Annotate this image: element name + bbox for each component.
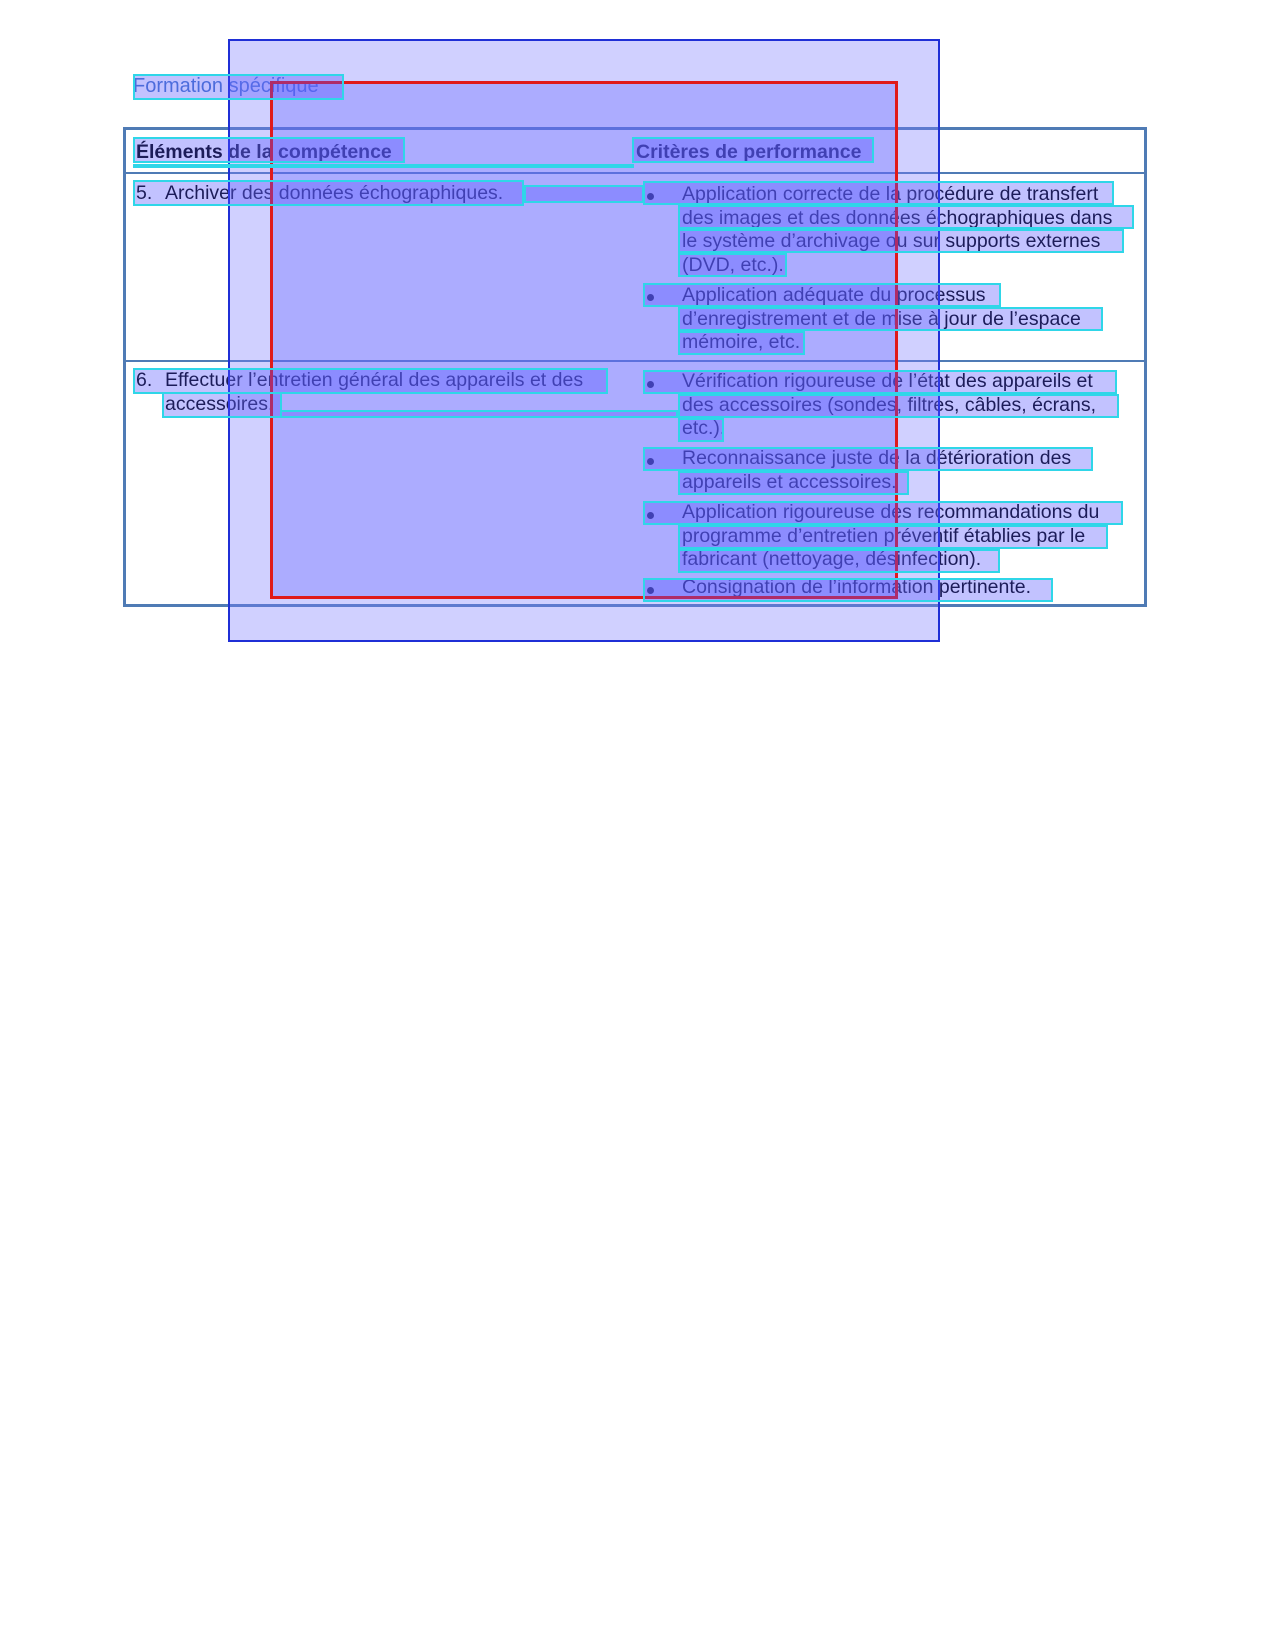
header-criteria: Critères de performance (636, 141, 862, 163)
header-elements: Éléments de la compétence (136, 141, 392, 163)
highlight-box (678, 418, 724, 442)
highlight-box (133, 137, 405, 163)
highlight-box (162, 392, 282, 418)
highlight-box (678, 205, 1134, 229)
highlight-box (133, 164, 634, 168)
criterion-item: Application correcte de la procédure de transfert des images et des données échographiques dans le système d’archivage ou sur supports externes (DVD, etc.). (682, 183, 1113, 276)
highlight-box (643, 447, 1093, 471)
highlight-box (643, 283, 1001, 307)
criterion-item: Application adéquate du processus d’enregistrement et de mise à jour de l’espace mémoire, etc. (682, 284, 1081, 353)
highlight-box (643, 578, 1053, 602)
section-title: Formation spécifique (133, 75, 319, 97)
highlight-box (643, 501, 1123, 525)
element-number: 5. (136, 182, 153, 204)
highlight-box (678, 549, 1000, 573)
highlight-box (678, 229, 1124, 253)
highlight-box (643, 181, 1114, 205)
highlight-box (678, 525, 1108, 549)
highlight-box (678, 307, 1103, 331)
highlight-box (632, 137, 874, 163)
highlight-box (524, 185, 644, 203)
element-number: 6. (136, 369, 153, 391)
highlight-box (133, 74, 344, 100)
highlight-box (678, 253, 787, 277)
criterion-item: Vérification rigoureuse de l’état des appareils et des accessoires (sondes, filtres, câbles, écrans, etc.). (682, 370, 1097, 439)
criterion-item: Consignation de l’information pertinente. (682, 576, 1032, 598)
highlight-box (678, 471, 909, 495)
criterion-item: Application rigoureuse des recommandations du programme d’entretien préventif établies par le fabricant (nettoyage, désinfection). (682, 501, 1100, 570)
element-text: Effectuer l’entretien général des appareils et des accessoires. (165, 369, 584, 415)
highlight-box (678, 394, 1119, 418)
highlight-box (280, 410, 678, 418)
highlight-box (643, 370, 1117, 394)
criterion-item: Reconnaissance juste de la détérioration des appareils et accessoires. (682, 447, 1072, 493)
highlight-box (678, 331, 805, 355)
highlight-box (133, 368, 608, 394)
element-text: Archiver des données échographiques. (165, 182, 504, 204)
highlight-box (133, 180, 524, 206)
